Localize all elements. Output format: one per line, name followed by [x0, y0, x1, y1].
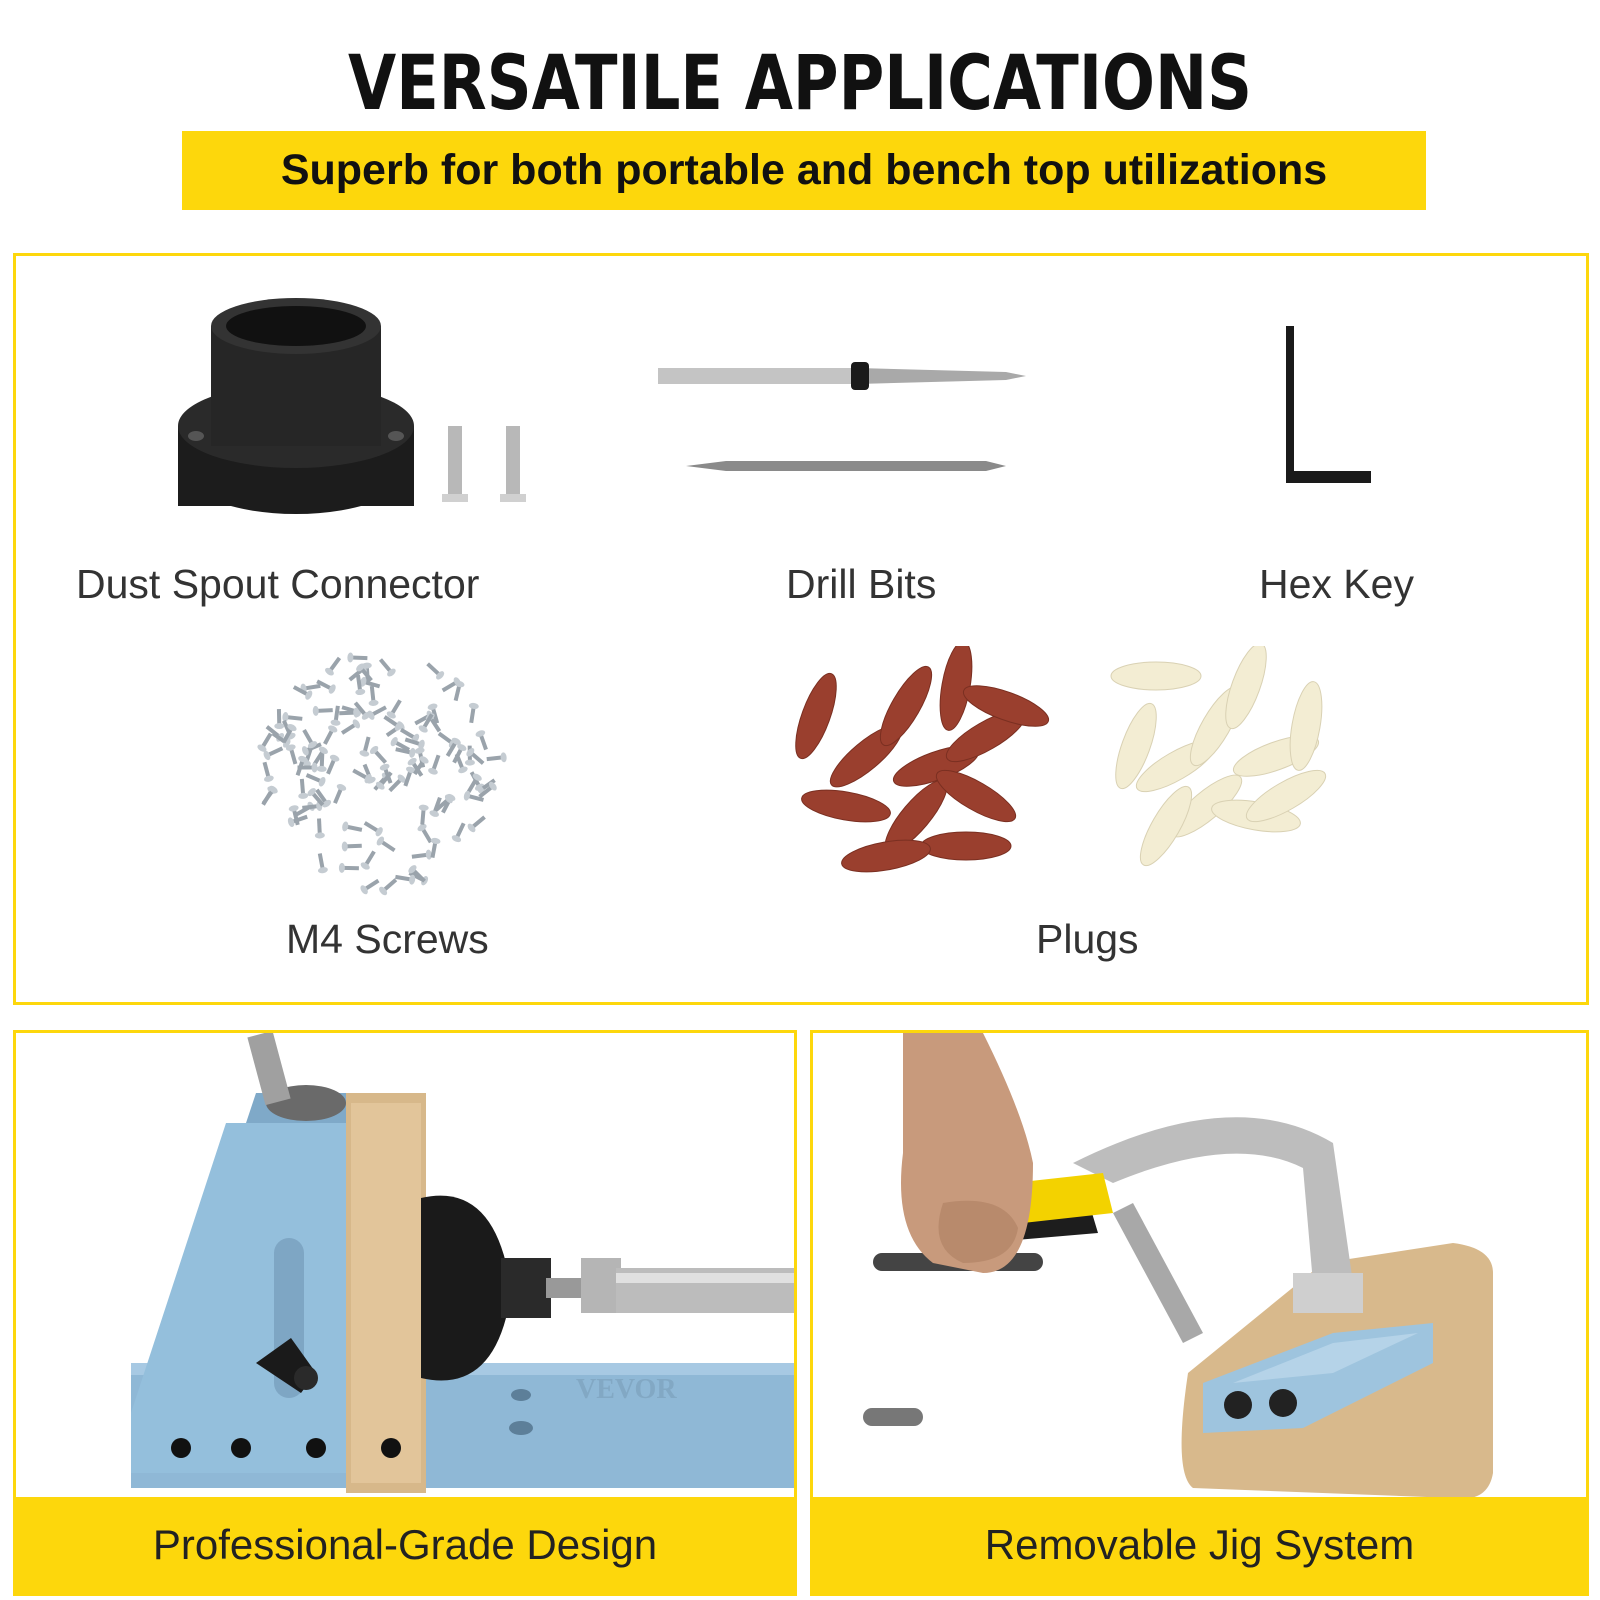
screw: [475, 729, 491, 751]
screw: [256, 731, 275, 753]
screw: [378, 876, 400, 897]
plug: [787, 669, 844, 763]
screw: [367, 686, 379, 707]
screw: [342, 841, 362, 852]
screw: [466, 813, 488, 833]
screw: [451, 821, 469, 843]
screw: [320, 724, 338, 746]
screw: [305, 770, 327, 787]
screw: [324, 655, 344, 677]
accessory-label-hex-key: Hex Key: [1259, 561, 1414, 607]
feature-panel-removable: [810, 1030, 1589, 1596]
screw: [368, 744, 389, 766]
accessory-label-drill-bits: Drill Bits: [786, 561, 937, 607]
drill-bits-icon: [646, 346, 1046, 506]
plug: [1217, 646, 1274, 733]
screw: [341, 821, 363, 835]
brand-mark: VEVOR: [576, 1374, 677, 1405]
screw: [347, 652, 367, 663]
screw: [359, 736, 374, 758]
screw: [375, 835, 397, 854]
screw: [362, 819, 384, 838]
screw: [411, 849, 432, 861]
screw: [330, 783, 347, 805]
screw: [359, 849, 378, 871]
screw: [314, 818, 325, 838]
plug: [1284, 679, 1327, 772]
accessories-panel: [13, 253, 1589, 1005]
accessory-label-screws: M4 Screws: [286, 916, 489, 962]
screw: [262, 744, 284, 761]
screw: [486, 752, 507, 764]
screw: [260, 761, 275, 783]
page-title: VERSATILE APPLICATIONS: [347, 38, 1253, 127]
accessory-label-plugs: Plugs: [1036, 916, 1139, 962]
screw: [297, 779, 309, 800]
accessory-label-dust-spout: Dust Spout Connector: [76, 561, 480, 607]
caption-removable: Removable Jig System: [813, 1497, 1586, 1593]
plug: [871, 660, 940, 752]
screw: [427, 754, 443, 776]
screw: [417, 804, 429, 825]
plug: [1111, 662, 1201, 690]
screw: [315, 853, 328, 874]
dust-spout-icon: [176, 296, 556, 546]
screw: [339, 718, 361, 737]
screw: [377, 656, 398, 678]
feature-panel-professional: [13, 1030, 797, 1596]
screw: [339, 863, 359, 873]
plug: [799, 784, 892, 827]
hex-key-icon: [1276, 321, 1396, 501]
screw: [359, 876, 381, 895]
subtitle-text: Superb for both portable and bench top utilizations: [280, 146, 1328, 194]
plugs-icon: [786, 646, 1346, 876]
pocket-jig-image: [16, 1033, 797, 1503]
screw: [466, 702, 479, 723]
screw: [313, 705, 333, 716]
caption-professional: Professional-Grade Design: [16, 1497, 794, 1593]
screws-icon: [241, 641, 521, 901]
screw: [385, 698, 404, 720]
subtitle-banner: [182, 131, 1426, 210]
clamp-jig-image: [813, 1033, 1589, 1503]
screw: [424, 660, 445, 681]
screw: [323, 753, 340, 775]
plug: [921, 832, 1011, 860]
